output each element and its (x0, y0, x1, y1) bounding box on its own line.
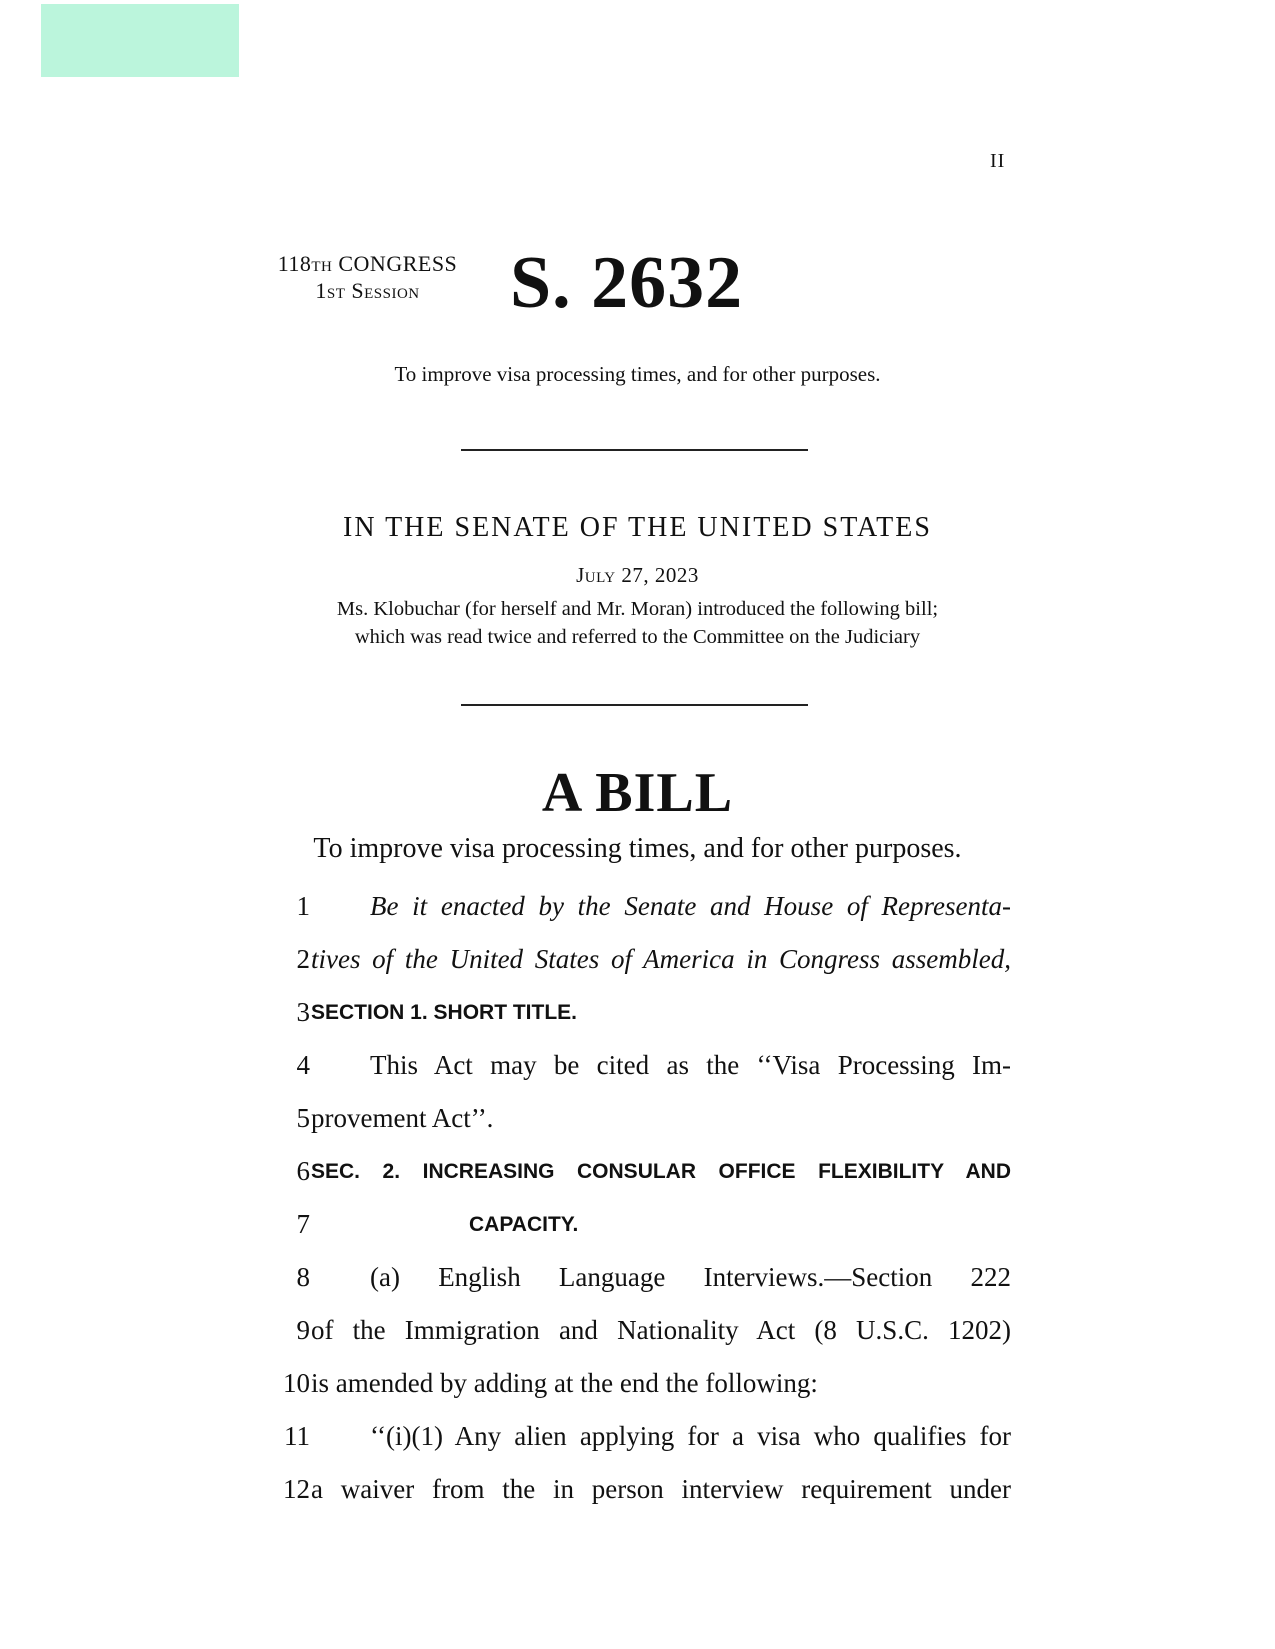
line-text: a waiver from the in person interview requirement under (311, 1474, 1011, 1504)
congress-session (255, 250, 480, 304)
divider-rule (461, 449, 808, 451)
bill-line (250, 1209, 1010, 1263)
section-heading: CAPACITY. (469, 1213, 579, 1236)
congress-label: 118th CONGRESS (277, 251, 458, 276)
line-text: of the Immigration and Nationality Act (8 U.S.C. 1202) (311, 1315, 1011, 1345)
a-bill-heading: A BILL (541, 762, 734, 824)
line-text: provement Act’’. (311, 1103, 494, 1133)
introduction-statement (0, 595, 1275, 651)
bill-line (250, 1050, 1010, 1104)
section-heading: SECTION 1. SHORT TITLE. (311, 1001, 578, 1024)
bill-line (250, 1315, 1010, 1369)
line-text: is amended by adding at the end the following: (311, 1368, 818, 1398)
introduction-line-2: which was read twice and referred to the Committee on the Judiciary (354, 626, 921, 648)
bill-line (250, 997, 1010, 1051)
introduction-date: July 27, 2023 (576, 563, 699, 587)
line-text: Be it enacted by the Senate and House of Representa- (370, 891, 1011, 921)
line-number: 3 (296, 997, 310, 1027)
bill-number: S. 2632 (510, 242, 744, 324)
bill-line (250, 1156, 1010, 1210)
session-label: 1st Session (315, 278, 420, 303)
divider-rule (461, 704, 808, 706)
line-number: 4 (296, 1050, 310, 1080)
line-number: 9 (296, 1315, 310, 1345)
bill-line (250, 1368, 1010, 1422)
line-text: (a) English Language Interviews.—Section 222 (370, 1262, 1011, 1292)
line-text: ‘‘(i)(1) Any alien applying for a visa who qualifies for (370, 1421, 1011, 1451)
line-number: 5 (296, 1103, 310, 1133)
bill-line (250, 1474, 1010, 1528)
line-number: 12 (283, 1474, 310, 1504)
bill-line (250, 1262, 1010, 1316)
line-number: 8 (296, 1262, 310, 1292)
bill-line (250, 1421, 1010, 1475)
page-mark: II (990, 150, 1006, 172)
chamber-heading: IN THE SENATE OF THE UNITED STATES (343, 512, 932, 543)
line-number: 10 (283, 1368, 310, 1398)
line-text: tives of the United States of America in Congress assembled, (311, 944, 1011, 974)
introduction-line-1: Ms. Klobuchar (for herself and Mr. Moran) introduced the following bill; (336, 598, 939, 620)
line-text: This Act may be cited as the ‘‘Visa Processing Im- (370, 1050, 1011, 1080)
line-number: 7 (296, 1209, 310, 1239)
long-title: To improve visa processing times, and for other purposes. (313, 833, 962, 864)
line-number: 2 (296, 944, 310, 974)
section-heading: SEC. 2. INCREASING CONSULAR OFFICE FLEXIBILITY AND (311, 1160, 1011, 1183)
highlight-block (41, 4, 239, 77)
bill-line (250, 944, 1010, 998)
bill-line (250, 1103, 1010, 1157)
bill-line (250, 891, 1010, 945)
line-number: 11 (284, 1421, 310, 1451)
line-number: 1 (296, 891, 310, 921)
short-purpose: To improve visa processing times, and for other purposes. (394, 362, 881, 386)
line-number: 6 (296, 1156, 310, 1186)
